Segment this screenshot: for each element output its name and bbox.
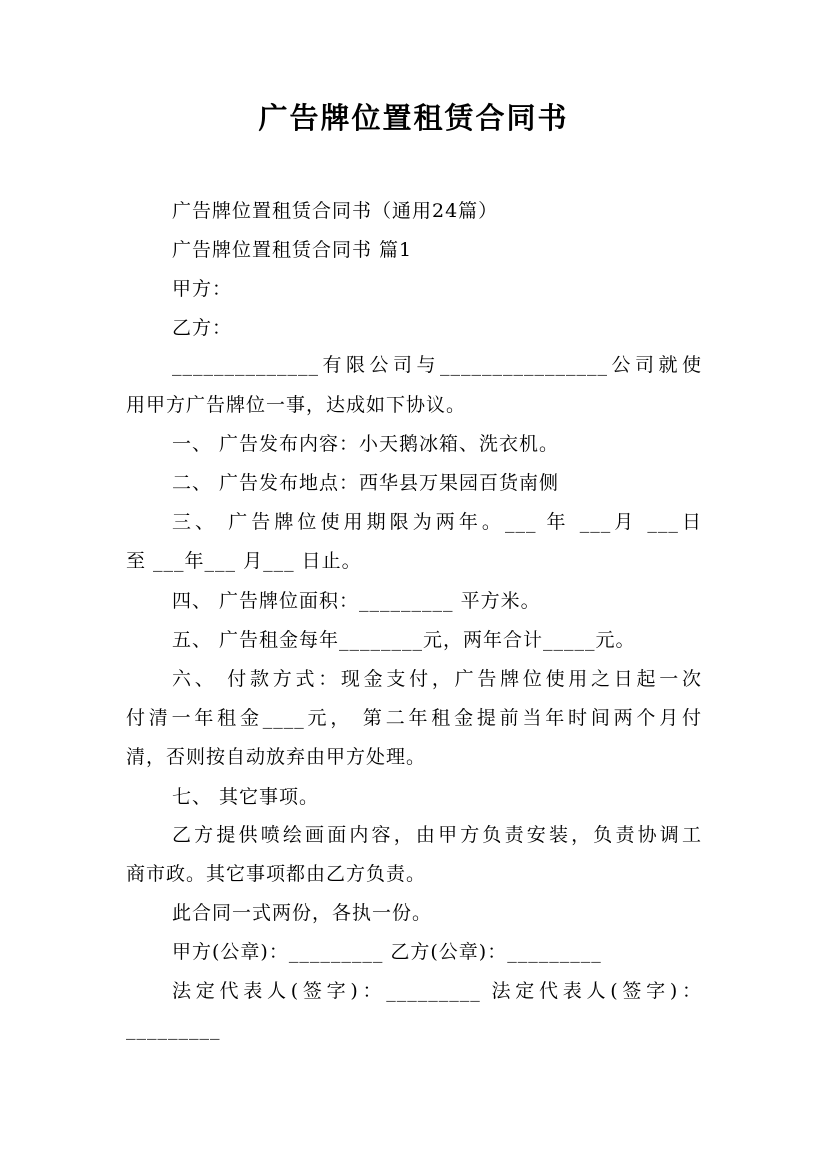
item-5: 五、 广告租金每年________元，两年合计_____元。 xyxy=(172,629,636,651)
item-3-line-1: 三、 广告牌位使用期限为两年。___ 年 ___月 ___日 xyxy=(172,511,702,533)
document-title: 广告牌位置租赁合同书 xyxy=(258,101,569,135)
item-3-line-2: 至 ___年___ 月___ 日止。 xyxy=(126,550,362,572)
subtitle: 广告牌位置租赁合同书（通用24篇） xyxy=(172,200,499,222)
section-heading: 广告牌位置租赁合同书 篇1 xyxy=(172,239,413,261)
seals-line: 甲方(公章)：_________ 乙方(公章)：_________ xyxy=(172,941,602,963)
intro-line-2: 用甲方广告牌位一事，达成如下协议。 xyxy=(126,394,467,416)
item-2: 二、 广告发布地点：西华县万果园百货南侧 xyxy=(172,472,560,494)
item-1: 一、 广告发布内容：小天鹅冰箱、洗衣机。 xyxy=(172,433,560,455)
item-6-line-1: 六、 付款方式：现金支付，广告牌位使用之日起一次 xyxy=(172,668,702,690)
signatures-line: 法定代表人(签字)：_________ 法定代表人(签字)： xyxy=(172,980,702,1002)
signature-tail: _________ xyxy=(126,1018,221,1040)
copies-line: 此合同一式两份，各执一份。 xyxy=(172,902,433,924)
item-6-line-3: 清，否则按自动放弃由甲方处理。 xyxy=(126,746,427,768)
intro-line-1: ______________有限公司与________________公司就使 xyxy=(172,354,702,376)
item-6-line-2: 付清一年租金____元， 第二年租金提前当年时间两个月付 xyxy=(126,707,702,729)
item-4: 四、 广告牌位面积：_________ 平方米。 xyxy=(172,590,541,612)
party-a-line: 甲方： xyxy=(172,278,233,300)
item-7: 七、 其它事项。 xyxy=(172,786,320,808)
other-line-1: 乙方提供喷绘画面内容，由甲方负责安装，负责协调工 xyxy=(172,824,702,846)
party-b-line: 乙方： xyxy=(172,317,233,339)
other-line-2: 商市政。其它事项都由乙方负责。 xyxy=(126,863,427,885)
